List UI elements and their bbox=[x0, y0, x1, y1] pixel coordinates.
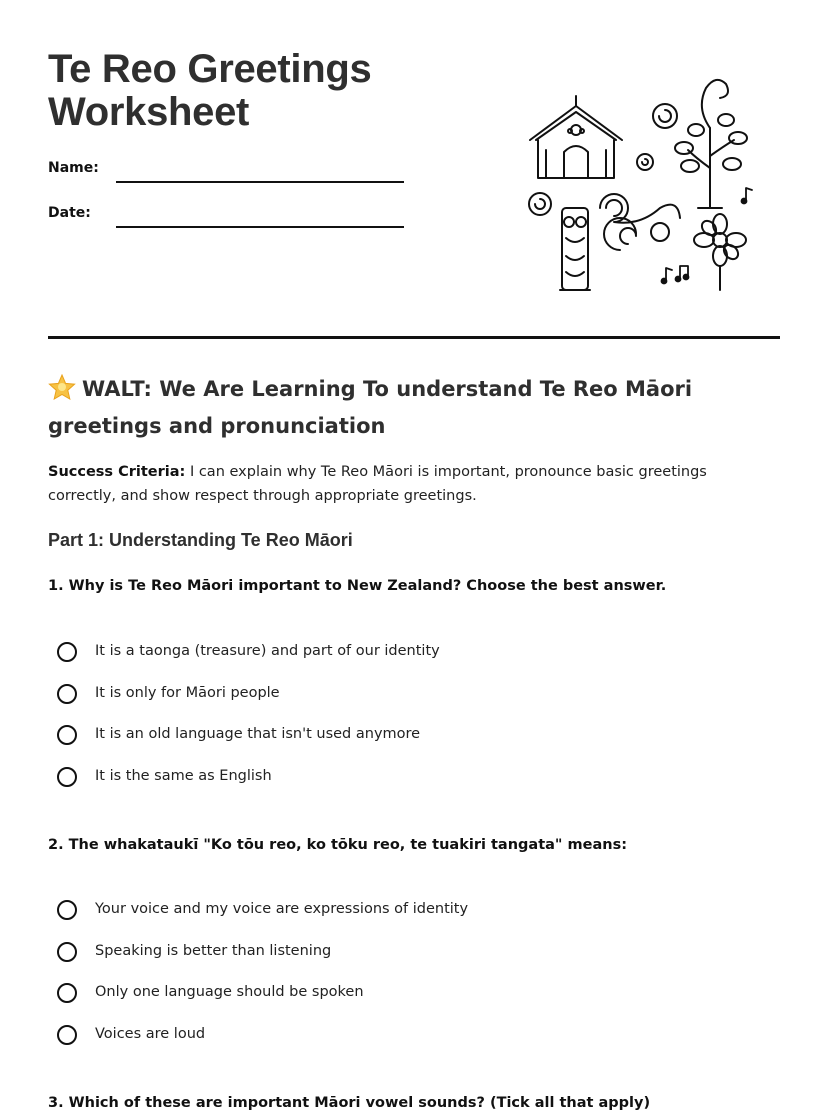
title-line-1: Te Reo Greetings bbox=[48, 47, 372, 91]
music-notes-icon bbox=[662, 188, 753, 284]
date-label: Date: bbox=[48, 205, 91, 221]
option-label[interactable]: Voices are loud bbox=[95, 1025, 206, 1042]
option-label[interactable]: It is a taonga (treasure) and part of our identity bbox=[95, 643, 440, 659]
success-criteria bbox=[48, 460, 778, 508]
part-1-heading: Part 1: Understanding Te Reo Māori bbox=[48, 530, 353, 550]
option-label[interactable]: Speaking is better than listening bbox=[95, 942, 332, 959]
title-line-2: Worksheet bbox=[48, 90, 250, 134]
maori-illustration bbox=[520, 68, 770, 298]
tiki-carving-icon bbox=[560, 208, 590, 290]
radio-button[interactable] bbox=[57, 900, 77, 920]
radio-button[interactable] bbox=[57, 942, 77, 962]
question-3: 3. Which of these are important Māori vowel sounds? (Tick all that apply) bbox=[48, 1095, 651, 1111]
walt-heading bbox=[48, 371, 778, 445]
radio-button[interactable] bbox=[57, 725, 77, 745]
walt-text: WALT: We Are Learning To understand Te Reo Māori greetings and pronunciation bbox=[48, 377, 693, 438]
date-field-row bbox=[48, 205, 408, 235]
option-label[interactable]: Only one language should be spoken bbox=[95, 984, 364, 1000]
radio-button[interactable] bbox=[57, 983, 77, 1003]
flower-icon bbox=[694, 214, 746, 290]
success-criteria-label: Success Criteria: bbox=[48, 464, 186, 480]
question-1: 1. Why is Te Reo Māori important to New Zealand? Choose the best answer. bbox=[48, 578, 667, 594]
star-icon bbox=[48, 374, 76, 400]
name-label: Name: bbox=[48, 160, 99, 176]
wharenui-icon bbox=[530, 96, 622, 178]
option-label[interactable]: It is the same as English bbox=[95, 767, 272, 784]
option-label[interactable]: Your voice and my voice are expressions of identity bbox=[95, 901, 469, 917]
radio-button[interactable] bbox=[57, 684, 77, 704]
radio-button[interactable] bbox=[57, 767, 77, 787]
option-label[interactable]: It is only for Māori people bbox=[95, 684, 280, 701]
date-field[interactable] bbox=[116, 226, 404, 228]
page-title bbox=[48, 48, 371, 134]
question-2: 2. The whakataukī "Ko tōu reo, ko tōku reo, te tuakiri tangata" means: bbox=[48, 837, 627, 853]
name-field-row bbox=[48, 160, 408, 190]
radio-button[interactable] bbox=[57, 1025, 77, 1045]
name-field[interactable] bbox=[116, 181, 404, 183]
radio-button[interactable] bbox=[57, 642, 77, 662]
tree-icon bbox=[675, 80, 747, 208]
option-label[interactable]: It is an old language that isn't used anymore bbox=[95, 726, 421, 742]
success-criteria-text: I can explain why Te Reo Māori is important, pronounce basic greetings correctly, and show respect through appropriate greetings. bbox=[48, 464, 707, 504]
section-divider bbox=[48, 336, 780, 339]
